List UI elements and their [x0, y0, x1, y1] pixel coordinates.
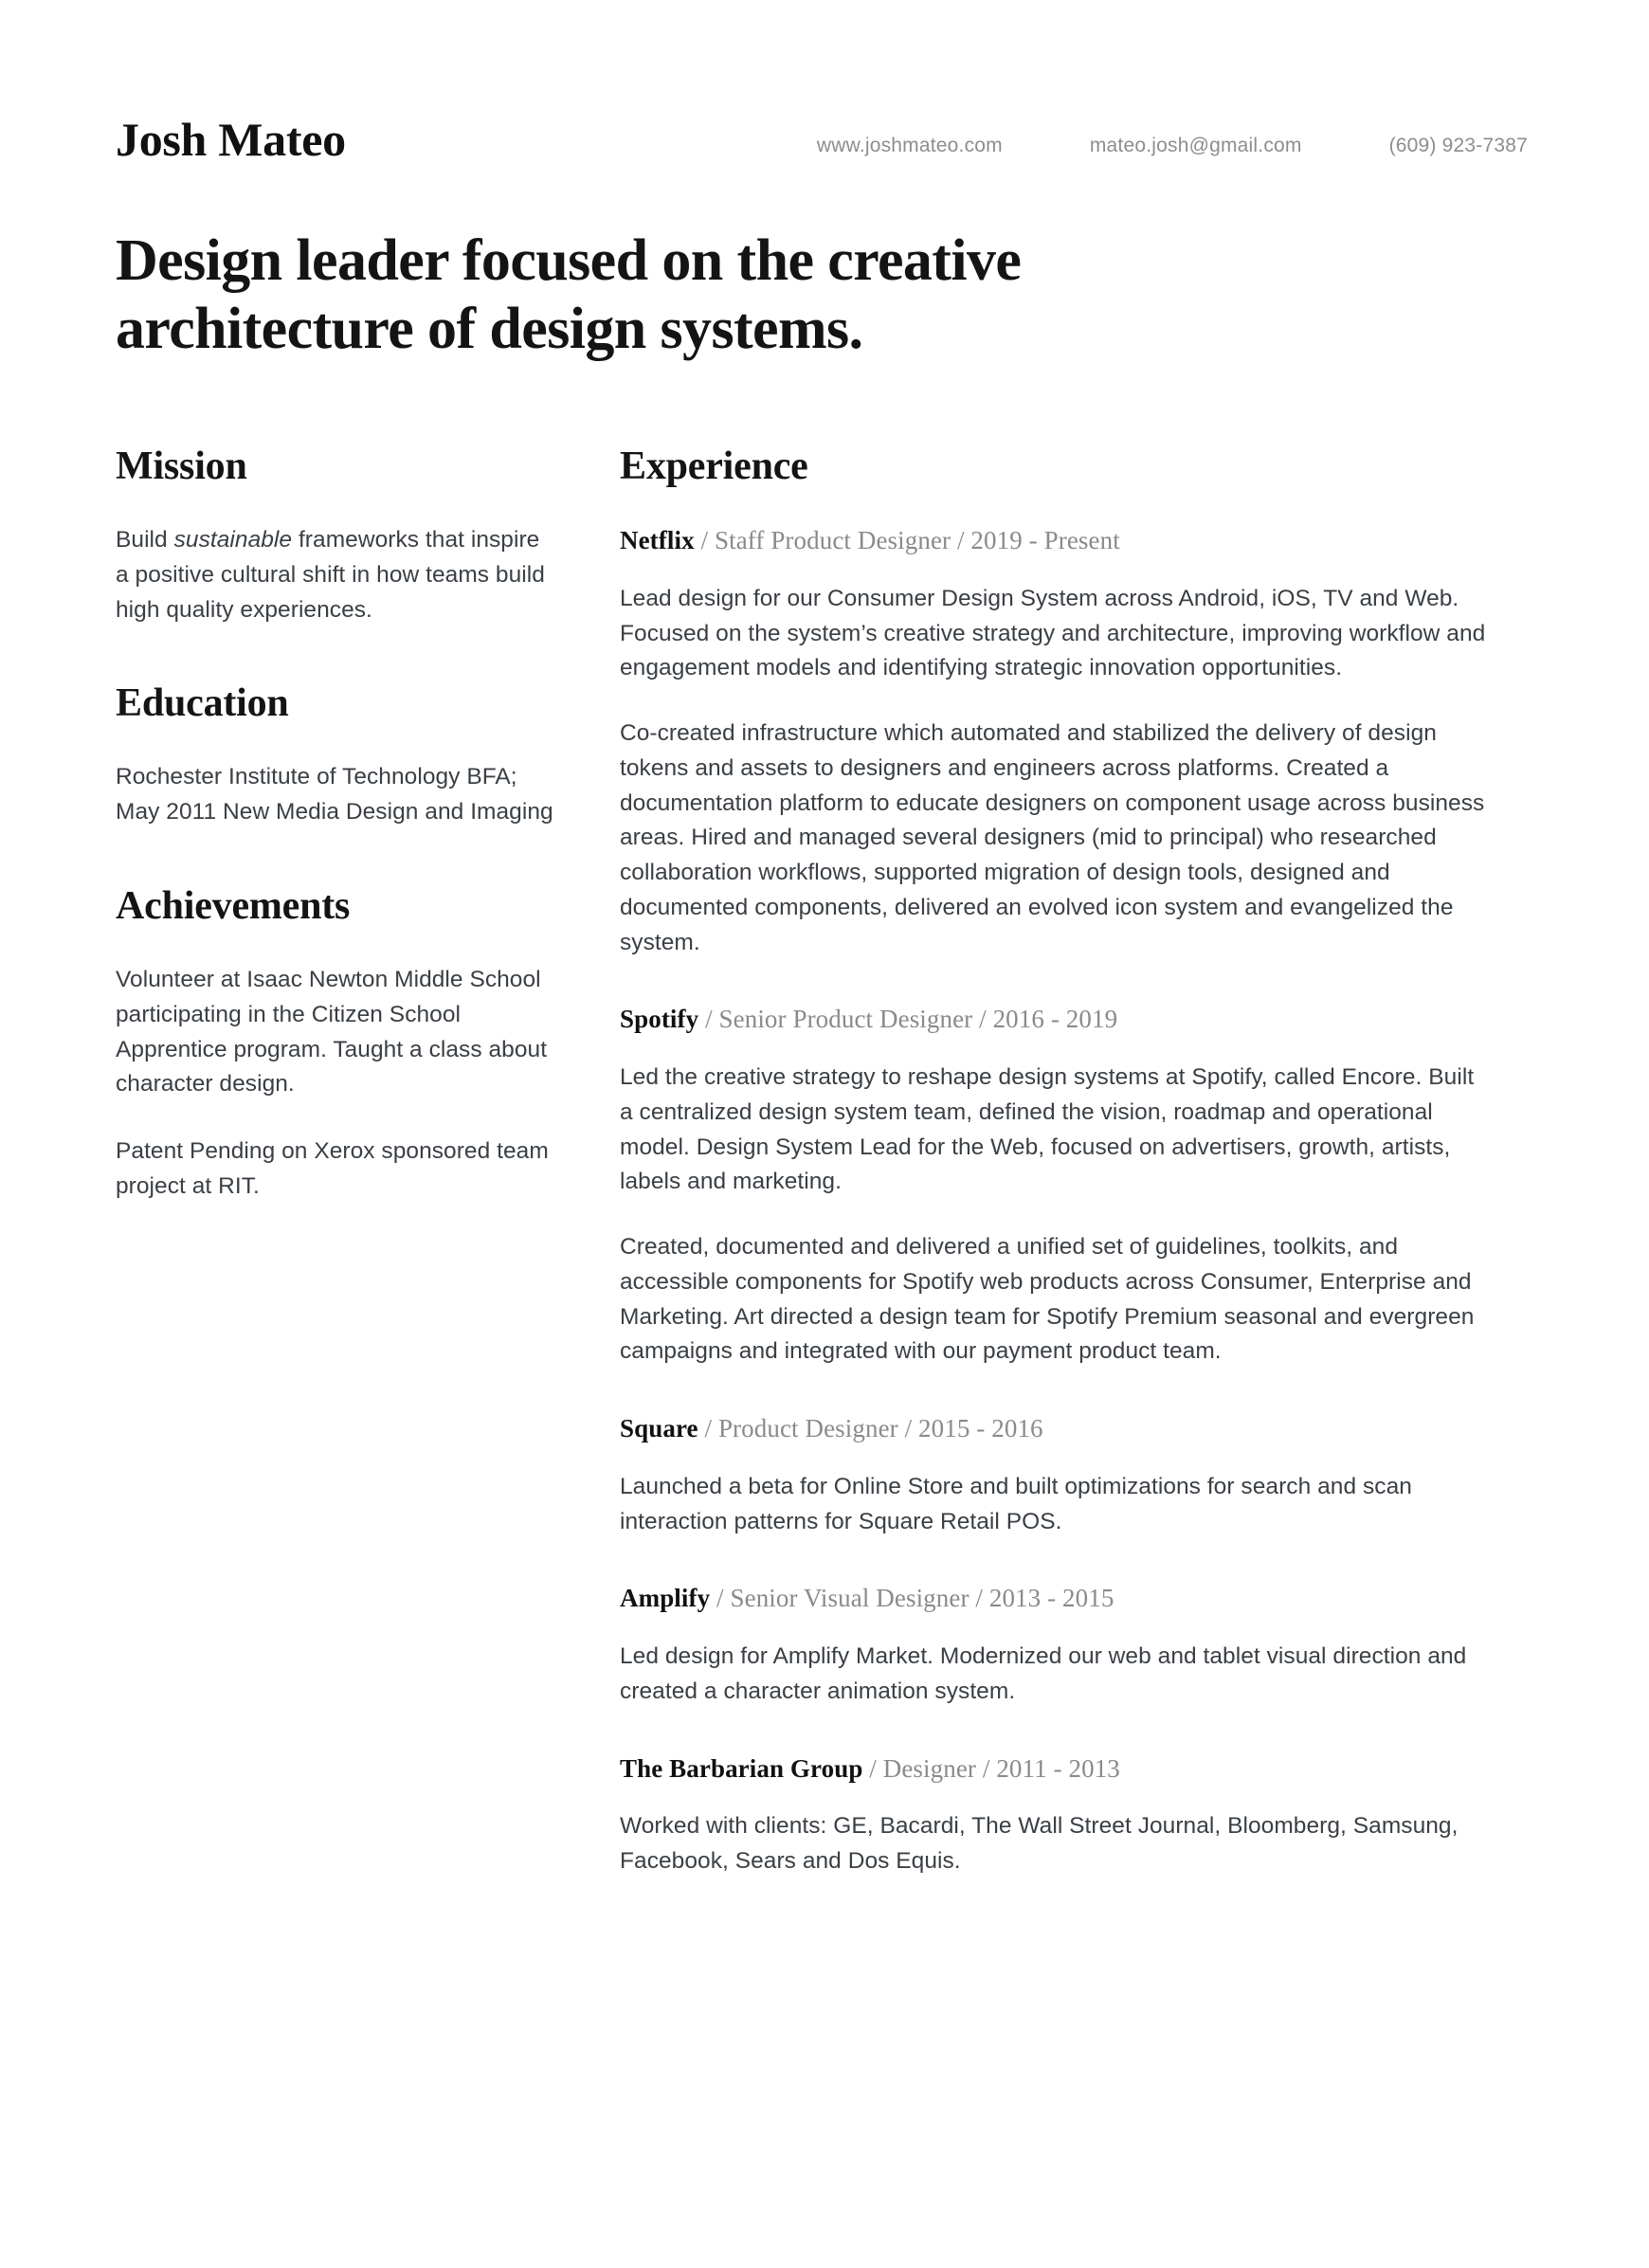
job-role-dates: / Product Designer / 2015 - 2016	[698, 1414, 1043, 1443]
job-paragraph: Launched a beta for Online Store and built optimizations for search and scan interaction patterns for Square Retail POS.	[620, 1473, 1412, 1534]
job-entry-netflix	[620, 525, 1492, 960]
job-role-dates: / Senior Product Designer / 2016 - 2019	[698, 1005, 1118, 1034]
job-entry-amplify	[620, 1583, 1492, 1709]
job-company: Netflix	[620, 526, 695, 555]
job-company: Square	[620, 1414, 698, 1443]
experience-column	[620, 445, 1492, 1879]
education-heading: Education	[116, 681, 289, 726]
resume-body	[116, 445, 1537, 1879]
job-heading	[620, 1004, 1492, 1036]
achievement-paragraph: Volunteer at Isaac Newton Middle School participating in the Citizen School Apprentice program. Taught a class about character design.	[116, 967, 548, 1098]
mission-text	[116, 523, 553, 627]
headline-statement: Design leader focused on the creative architecture of design systems.	[116, 228, 1022, 361]
job-entry-spotify	[620, 1004, 1492, 1370]
job-entry-square	[620, 1413, 1492, 1539]
sidebar-column	[116, 445, 553, 1205]
job-heading	[620, 525, 1492, 557]
contact-list	[346, 135, 1537, 157]
job-paragraph: Co-created infrastructure which automated and stabilized the delivery of design tokens and assets to designers and engineers across platforms. Created a documentation platform to educate designers on component usage across business areas. Hired and managed several designers (mid to principal) who researched collaboration workflows, supported migration of design tools, designed and documented components, delivered an evolved icon system and evangelized the system.	[620, 720, 1485, 955]
candidate-name: Josh Mateo	[116, 113, 346, 166]
mission-heading: Mission	[116, 445, 247, 488]
job-heading	[620, 1413, 1492, 1445]
achievements-section	[116, 885, 553, 1205]
job-company: Amplify	[620, 1584, 711, 1613]
job-paragraph: Led the creative strategy to reshape design systems at Spotify, called Encore. Built a centralized design system team, defined the vision, roadmap and operational model. Design System Lead for the Web, focused on advertisers, growth, artists, labels and marketing.	[620, 1064, 1475, 1195]
job-paragraph: Lead design for our Consumer Design System across Android, iOS, TV and Web. Focused on the system’s creative strategy and architecture, improving workflow and engagement models and identifying strategic innovation opportunities.	[620, 585, 1486, 681]
job-role-dates: / Designer / 2011 - 2013	[862, 1753, 1120, 1783]
contact-phone[interactable]: (609) 923-7387	[1388, 135, 1528, 156]
job-entry-the-barbarian-group	[620, 1753, 1492, 1879]
achievements-heading: Achievements	[116, 883, 351, 928]
job-role-dates: / Staff Product Designer / 2019 - Present	[694, 526, 1120, 555]
job-paragraph: Created, documented and delivered a unified set of guidelines, toolkits, and accessible components for Spotify web products across Consumer, Enterprise and Marketing. Art directed a design team for Spotify Premium seasonal and evergreen campaigns and integrated with our payment product team.	[620, 1234, 1475, 1365]
mission-text-tail: frameworks that inspire a positive cultural shift in how teams build high quality experiences.	[116, 527, 545, 623]
mission-text-lead: Build	[116, 527, 174, 553]
education-text: Rochester Institute of Technology BFA; May 2011 New Media Design and Imaging	[116, 764, 553, 826]
education-section	[116, 682, 553, 830]
job-company: Spotify	[620, 1005, 699, 1034]
job-company: The Barbarian Group	[620, 1753, 863, 1783]
achievement-paragraph: Patent Pending on Xerox sponsored team project at RIT.	[116, 1138, 549, 1199]
resume-header	[116, 112, 1537, 167]
experience-heading: Experience	[620, 445, 808, 488]
job-paragraph: Worked with clients: GE, Bacardi, The Wall Street Journal, Bloomberg, Samsung, Facebook, Sears and Dos Equis.	[620, 1813, 1459, 1875]
contact-website[interactable]: www.joshmateo.com	[816, 135, 1003, 156]
job-heading	[620, 1753, 1492, 1786]
job-heading	[620, 1583, 1492, 1615]
mission-emphasis: sustainable	[173, 527, 293, 553]
mission-section	[116, 445, 553, 627]
contact-email[interactable]: mateo.josh@gmail.com	[1089, 135, 1302, 156]
job-paragraph: Led design for Amplify Market. Modernized our web and tablet visual direction and created a character animation system.	[620, 1643, 1467, 1704]
job-role-dates: / Senior Visual Designer / 2013 - 2015	[710, 1584, 1114, 1613]
